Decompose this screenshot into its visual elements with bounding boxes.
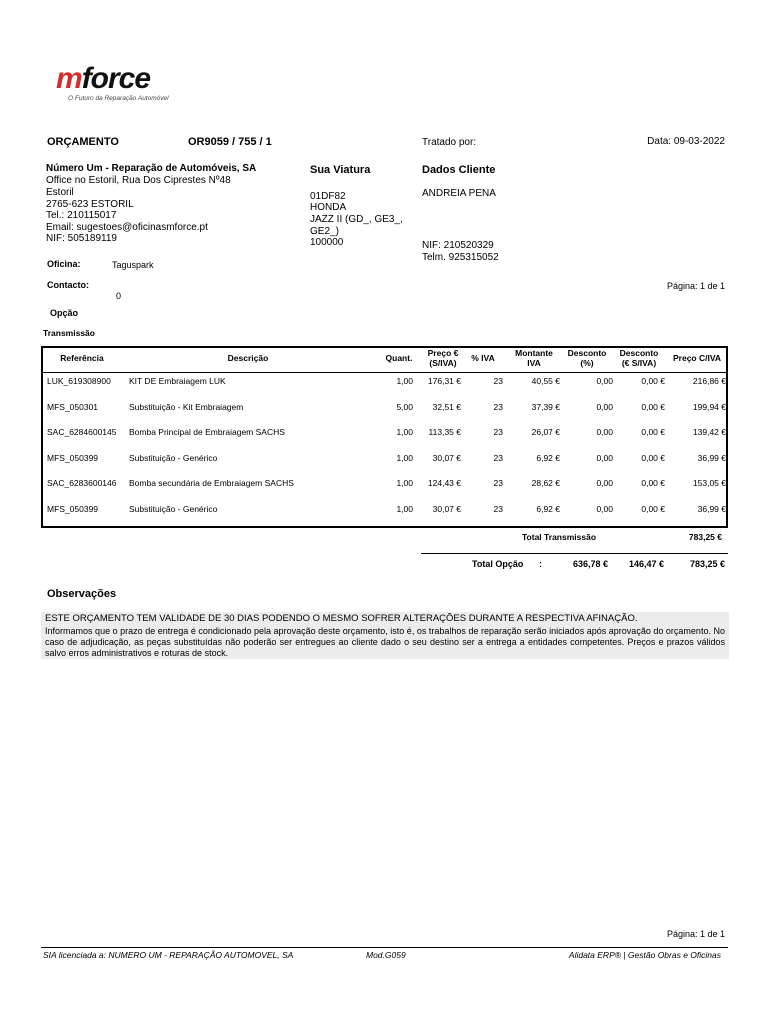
cell-price: 32,51 € — [432, 401, 461, 412]
page-number-top: Página: 1 de 1 — [666, 281, 725, 291]
col-header-reference: Referência — [60, 353, 104, 363]
cell-price: 30,07 € — [432, 504, 461, 514]
observations-title: Observações — [47, 588, 117, 600]
document-date: Data: 09-03-2022 — [647, 136, 725, 147]
col-header-discount-eur-line1: Desconto — [619, 348, 659, 358]
option-total-value: 783,25 € — [689, 559, 725, 569]
cell-price: 30,07 € — [432, 452, 461, 463]
option-total-vat: 146,47 € — [628, 559, 664, 569]
col-header-discount-pct-line1: Desconto — [567, 348, 607, 358]
cell-desc: Bomba Principal de Embraiagem SACHS — [129, 427, 285, 438]
cell-vatamt: 40,55 € — [531, 376, 560, 386]
option-total-label: Total Opção — [472, 559, 524, 569]
col-header-price-line1: Preço € — [427, 348, 459, 358]
section-total-label: Total Transmissão — [522, 532, 597, 542]
cell-ref: SAC_6283600146 — [47, 478, 117, 489]
cell-ref: MFS_050399 — [47, 452, 99, 463]
cell-qty: 5,00 — [396, 401, 413, 412]
contact-value: 0 — [116, 291, 122, 301]
col-header-vat: % IVA — [471, 353, 495, 363]
cell-disc: 0,00 — [596, 401, 613, 412]
cell-total: 153,05 € — [692, 478, 726, 489]
cell-price: 113,35 € — [428, 427, 461, 438]
logo-m: m — [56, 62, 82, 95]
cell-disc: 0,00 — [596, 376, 613, 386]
footer-erp: Alidata ERP® | Gestão Obras e Oficinas — [568, 950, 721, 960]
col-header-price-line2: (S/IVA) — [429, 358, 457, 368]
contact-label: Contacto: — [47, 280, 89, 290]
company-address2: Estoril — [46, 187, 74, 198]
vehicle-brand: HONDA — [310, 202, 347, 213]
option-total-colon: : — [539, 559, 542, 569]
col-header-discount-eur — [613, 348, 665, 368]
cell-disce: 0,00 € — [641, 504, 665, 514]
col-header-vat-amount-line2: IVA — [527, 358, 541, 368]
col-header-vat-amount-line1: Montante — [515, 348, 553, 358]
client-nif: NIF: 210520329 — [422, 240, 494, 251]
company-address1: Office no Estoril, Rua Dos Ciprestes Nº48 — [46, 175, 231, 186]
cell-vatamt: 6,92 € — [536, 452, 560, 463]
workshop-label: Oficina: — [47, 259, 81, 269]
cell-total: 216,86 € — [692, 376, 726, 386]
col-header-discount-pct-line2: (%) — [580, 358, 594, 368]
footer-license: SIA licenciada a: NUMERO UM - REPARAÇÃO AUTOMOVEL, SA — [43, 950, 294, 960]
cell-vat: 23 — [493, 427, 503, 438]
vehicle-plate: 01DF82 — [310, 191, 346, 202]
col-header-discount-pct — [561, 348, 613, 368]
totals-separator — [421, 553, 728, 554]
company-email: Email: sugestoes@oficinasmforce.pt — [46, 222, 208, 233]
cell-price: 124,43 € — [427, 478, 461, 489]
cell-ref: SAC_6284600145 — [47, 427, 117, 438]
col-header-description: Descrição — [227, 353, 269, 363]
cell-total: 36,99 € — [697, 504, 726, 514]
cell-disc: 0,00 — [596, 427, 613, 438]
treated-by-label: Tratado por: — [422, 137, 477, 148]
cell-vatamt: 28,62 € — [531, 478, 560, 489]
cell-total: 199,94 € — [692, 401, 726, 412]
footer-model: Mod.G059 — [366, 950, 406, 960]
vehicle-title: Sua Viatura — [310, 164, 371, 176]
cell-disce: 0,00 € — [641, 376, 665, 386]
company-logo — [56, 64, 169, 102]
page-number-bottom: Página: 1 de 1 — [666, 929, 725, 939]
cell-disc: 0,00 — [596, 452, 613, 463]
company-nif: NIF: 505189119 — [46, 233, 117, 244]
col-header-price — [419, 348, 467, 368]
client-name: ANDREIA PENA — [422, 188, 496, 199]
cell-total: 139,42 € — [692, 427, 726, 438]
cell-vat: 23 — [493, 376, 503, 386]
client-phone: Telm. 925315052 — [422, 252, 499, 263]
section-label: Transmissão — [43, 328, 95, 338]
cell-price: 176,31 € — [427, 376, 461, 386]
col-header-total: Preço C/IVA — [672, 353, 722, 363]
cell-disce: 0,00 € — [641, 427, 665, 438]
vehicle-km: 100000 — [310, 237, 344, 248]
cell-vatamt: 37,39 € — [531, 401, 560, 412]
document-number: OR9059 / 755 / 1 — [188, 136, 272, 148]
cell-disc: 0,00 — [596, 504, 613, 514]
cell-qty: 1,00 — [396, 427, 413, 438]
client-title: Dados Cliente — [422, 164, 496, 176]
cell-ref: LUK_619308900 — [47, 376, 111, 386]
cell-qty: 1,00 — [396, 452, 413, 463]
cell-vatamt: 26,07 € — [531, 427, 560, 438]
cell-vat: 23 — [493, 401, 503, 412]
section-total-value: 783,25 € — [688, 532, 722, 542]
cell-ref: MFS_050301 — [47, 401, 99, 412]
col-header-vat-amount — [506, 348, 562, 368]
items-table — [41, 346, 728, 528]
cell-vatamt: 6,92 € — [536, 504, 560, 514]
cell-disce: 0,00 € — [641, 452, 665, 463]
cell-qty: 1,00 — [396, 478, 413, 489]
option-label: Opção — [50, 308, 79, 318]
table-header-separator — [43, 372, 726, 373]
cell-disce: 0,00 € — [641, 401, 665, 412]
company-name: Número Um - Reparação de Automóveis, SA — [46, 163, 257, 174]
cell-desc: Substituição - Genérico — [129, 452, 218, 463]
cell-desc: Substituição - Genérico — [129, 504, 218, 514]
logo-tagline: O Futuro da Reparação Automóvel — [68, 95, 169, 102]
cell-ref: MFS_050399 — [47, 504, 99, 514]
company-phone: Tel.: 210115017 — [46, 210, 117, 221]
cell-vat: 23 — [493, 478, 503, 489]
cell-total: 36,99 € — [697, 452, 726, 463]
cell-qty: 1,00 — [396, 376, 413, 386]
observations-text: Informamos que o prazo de entrega é condicionado pela aprovação deste orçamento, isto é, os trabalhos de reparação serão iniciados após aprovação do orçamento. No caso de adjudicação, as peças substituídas não poderão ser entregues ao cliente dado o seu destino ser a entrega a entidades competentes. Preços e prazos válidos salvo erros administrativos e roturas de stock. — [45, 626, 725, 658]
vehicle-model-line1: JAZZ II (GD_, GE3_, — [310, 214, 403, 225]
company-postal: 2765-623 ESTORIL — [46, 199, 134, 210]
cell-qty: 1,00 — [396, 504, 413, 514]
footer-separator — [41, 947, 728, 948]
cell-vat: 23 — [493, 452, 503, 463]
observations-validity: ESTE ORÇAMENTO TEM VALIDADE DE 30 DIAS PODENDO O MESMO SOFRER ALTERAÇÕES DURANTE A RESPECTIVA AFINAÇÃO. — [45, 613, 638, 624]
document-type: ORÇAMENTO — [47, 136, 119, 148]
vehicle-model-line2: GE2_) — [310, 226, 339, 237]
cell-vat: 23 — [493, 504, 503, 514]
cell-disc: 0,00 — [596, 478, 613, 489]
cell-desc: KIT DE Embraiagem LUK — [129, 376, 226, 386]
workshop-value: Taguspark — [112, 260, 154, 270]
col-header-quantity: Quant. — [385, 353, 413, 363]
option-total-net: 636,78 € — [572, 559, 608, 569]
col-header-discount-eur-line2: (€ S/IVA) — [621, 358, 657, 368]
cell-desc: Bomba secundária de Embraiagem SACHS — [129, 478, 294, 489]
cell-desc: Substituição - Kit Embraiagem — [129, 401, 244, 412]
observations-box — [41, 612, 729, 659]
logo-rest: force — [81, 62, 151, 95]
cell-disce: 0,00 € — [641, 478, 665, 489]
